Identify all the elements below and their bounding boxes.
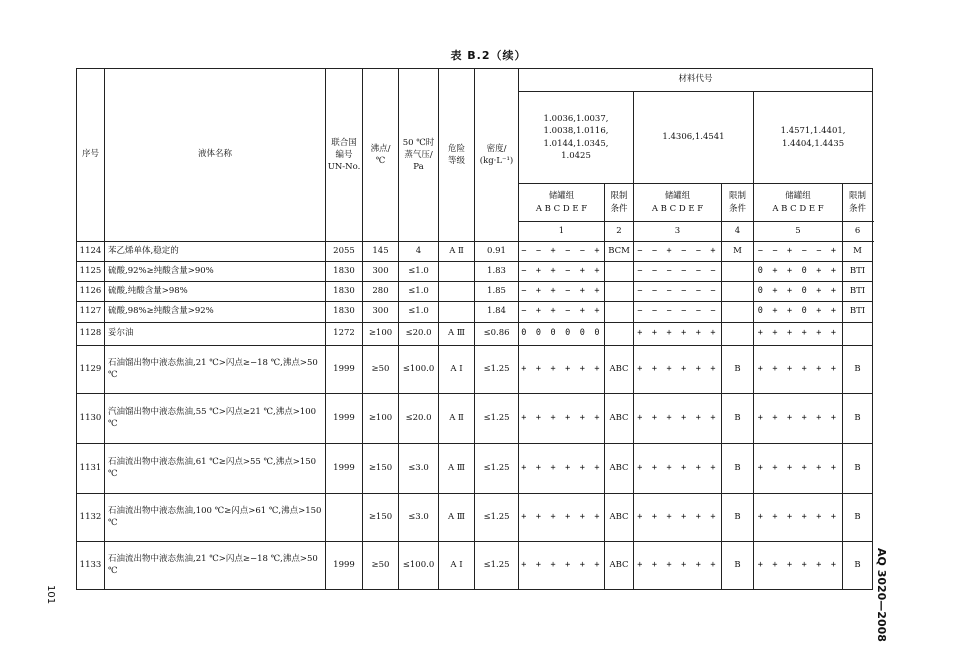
cell-boiling-point: ≥100 [363,394,399,444]
cell-seq: 1132 [77,494,105,542]
table-row [77,444,873,494]
cell-limit-1: ABC [605,444,634,494]
col-number: 4 [722,222,754,242]
cell-density: ≤1.25 [475,542,519,590]
cell-limit-3: B [843,494,873,542]
table-row [77,323,873,346]
cell-tank-group-2: + + + + + + [634,542,722,590]
cell-un-no: 1272 [326,323,363,346]
cell-tank-group-3: − − + − − + [754,242,843,262]
cell-vapor-pressure: 4 [399,242,439,262]
cell-limit-3: BTI [843,282,873,302]
cell-density: ≤1.25 [475,394,519,444]
header-seq: 序号 [77,69,105,242]
header-limit-1: 限制 条件 [605,184,634,222]
cell-tank-group-2: + + + + + + [634,323,722,346]
cell-tank-group-3: 0 + + 0 + + [754,262,843,282]
page-number: 101 [45,585,56,605]
cell-vapor-pressure: ≤3.0 [399,444,439,494]
cell-vapor-pressure: ≤100.0 [399,542,439,590]
cell-seq: 1129 [77,346,105,394]
cell-density: ≤1.25 [475,444,519,494]
cell-tank-group-1: + + + + + + [519,346,605,394]
header-tank-group-3: 储罐组 A B C D E F [754,184,843,222]
cell-density: 0.91 [475,242,519,262]
col-number: 2 [605,222,634,242]
cell-un-no: 1830 [326,302,363,323]
cell-tank-group-2: − − + − − + [634,242,722,262]
col-number: 6 [843,222,873,242]
cell-boiling-point: ≥100 [363,323,399,346]
cell-liquid-name: 石油流出物中液态焦油,100 ℃≥闪点>61 ℃,沸点>150 ℃ [105,494,326,542]
cell-tank-group-3: 0 + + 0 + + [754,282,843,302]
table-row [77,242,873,262]
cell-limit-2: B [722,494,754,542]
cell-tank-group-3: + + + + + + [754,494,843,542]
cell-liquid-name: 石油流出物中液态焦油,61 ℃≥闪点>55 ℃,沸点>150 ℃ [105,444,326,494]
table-row [77,346,873,394]
cell-limit-1: ABC [605,542,634,590]
cell-boiling-point: 145 [363,242,399,262]
cell-liquid-name: 硫酸,纯酸含量>98% [105,282,326,302]
header-row-1 [77,69,873,92]
cell-un-no: 1830 [326,282,363,302]
cell-limit-2: B [722,394,754,444]
cell-liquid-name: 硫酸,92%≥纯酸含量>90% [105,262,326,282]
cell-un-no: 1999 [326,394,363,444]
cell-un-no [326,494,363,542]
cell-liquid-name: 硫酸,98%≥纯酸含量>92% [105,302,326,323]
cell-tank-group-2: + + + + + + [634,444,722,494]
cell-boiling-point: ≥150 [363,444,399,494]
cell-vapor-pressure: ≤1.0 [399,282,439,302]
cell-limit-3: B [843,394,873,444]
cell-limit-1: ABC [605,346,634,394]
cell-seq: 1131 [77,444,105,494]
cell-limit-2: B [722,346,754,394]
header-vapor-pressure: 50 ℃时 蒸气压/ Pa [399,69,439,242]
cell-boiling-point: 300 [363,302,399,323]
cell-limit-2 [722,323,754,346]
cell-vapor-pressure: ≤1.0 [399,262,439,282]
cell-limit-2: B [722,542,754,590]
cell-tank-group-3: 0 + + 0 + + [754,302,843,323]
header-density: 密度/ (kg·L⁻¹) [475,69,519,242]
cell-limit-3: B [843,444,873,494]
table-row [77,262,873,282]
cell-limit-2: M [722,242,754,262]
cell-vapor-pressure: ≤100.0 [399,346,439,394]
cell-un-no: 1830 [326,262,363,282]
header-un-no: 联合国 编号 UN-No. [326,69,363,242]
cell-hazard-class: A Ⅲ [439,444,475,494]
cell-un-no: 1999 [326,444,363,494]
cell-tank-group-3: + + + + + + [754,323,843,346]
cell-hazard-class: A Ⅰ [439,542,475,590]
table-row [77,542,873,590]
cell-seq: 1133 [77,542,105,590]
cell-tank-group-2: − − − − − − [634,302,722,323]
cell-density: ≤1.25 [475,346,519,394]
header-liquid-name: 液体名称 [105,69,326,242]
header-tank-group-2: 储罐组 A B C D E F [634,184,722,222]
cell-seq: 1127 [77,302,105,323]
cell-vapor-pressure: ≤1.0 [399,302,439,323]
cell-limit-1: ABC [605,394,634,444]
header-limit-2: 限制 条件 [722,184,754,222]
cell-density: ≤0.86 [475,323,519,346]
cell-hazard-class: A Ⅱ [439,242,475,262]
cell-limit-3: BTI [843,262,873,282]
cell-liquid-name: 石油馏出物中液态焦油,21 ℃>闪点≥−18 ℃,沸点>50 ℃ [105,346,326,394]
header-material-group-1: 1.0036,1.0037, 1.0038,1.0116, 1.0144,1.0345, 1.0425 [519,92,634,184]
cell-limit-3 [843,323,873,346]
cell-hazard-class [439,282,475,302]
cell-seq: 1128 [77,323,105,346]
cell-tank-group-1: − + + − + + [519,302,605,323]
cell-limit-2: B [722,444,754,494]
cell-tank-group-1: + + + + + + [519,444,605,494]
cell-tank-group-2: − − − − − − [634,262,722,282]
cell-tank-group-3: + + + + + + [754,394,843,444]
cell-hazard-class: A Ⅰ [439,346,475,394]
cell-tank-group-1: + + + + + + [519,494,605,542]
cell-tank-group-2: + + + + + + [634,346,722,394]
cell-limit-3: B [843,346,873,394]
cell-tank-group-3: + + + + + + [754,346,843,394]
table-row [77,494,873,542]
cell-density: 1.84 [475,302,519,323]
cell-boiling-point: ≥50 [363,542,399,590]
cell-tank-group-1: − + + − + + [519,262,605,282]
cell-tank-group-2: − − − − − − [634,282,722,302]
table-caption: 表 B.2（续） [450,49,527,62]
header-material-group-2: 1.4306,1.4541 [634,92,754,184]
cell-tank-group-3: + + + + + + [754,542,843,590]
cell-limit-1: BCM [605,242,634,262]
cell-liquid-name: 苯乙烯单体,稳定的 [105,242,326,262]
cell-hazard-class: A Ⅲ [439,494,475,542]
cell-boiling-point: ≥50 [363,346,399,394]
cell-liquid-name: 石油流出物中液态焦油,21 ℃>闪点≥−18 ℃,沸点>50 ℃ [105,542,326,590]
cell-seq: 1130 [77,394,105,444]
cell-vapor-pressure: ≤20.0 [399,323,439,346]
cell-seq: 1125 [77,262,105,282]
cell-vapor-pressure: ≤20.0 [399,394,439,444]
standard-code: AQ 3020—2008 [875,548,888,642]
cell-tank-group-1: − − + − − + [519,242,605,262]
material-table [76,68,873,590]
header-material-code: 材料代号 [519,69,873,92]
table-row [77,302,873,323]
header-limit-3: 限制 条件 [843,184,873,222]
cell-tank-group-1: + + + + + + [519,394,605,444]
cell-vapor-pressure: ≤3.0 [399,494,439,542]
cell-limit-1 [605,282,634,302]
col-number: 1 [519,222,605,242]
cell-density: ≤1.25 [475,494,519,542]
cell-limit-1: ABC [605,494,634,542]
cell-hazard-class [439,262,475,282]
table-row [77,282,873,302]
cell-un-no: 2055 [326,242,363,262]
cell-limit-1 [605,302,634,323]
cell-liquid-name: 妥尔油 [105,323,326,346]
cell-seq: 1126 [77,282,105,302]
cell-limit-2 [722,302,754,323]
cell-boiling-point: 300 [363,262,399,282]
cell-hazard-class: A Ⅱ [439,394,475,444]
cell-hazard-class: A Ⅲ [439,323,475,346]
cell-liquid-name: 汽油馏出物中液态焦油,55 ℃>闪点≥21 ℃,沸点>100 ℃ [105,394,326,444]
cell-density: 1.83 [475,262,519,282]
cell-tank-group-1: 0 0 0 0 0 0 [519,323,605,346]
cell-limit-1 [605,262,634,282]
cell-tank-group-1: + + + + + + [519,542,605,590]
header-tank-group-1: 储罐组 A B C D E F [519,184,605,222]
header-material-group-3: 1.4571,1.4401, 1.4404,1.4435 [754,92,873,184]
cell-un-no: 1999 [326,542,363,590]
cell-tank-group-2: + + + + + + [634,494,722,542]
header-boiling-point: 沸点/ ℃ [363,69,399,242]
col-number: 5 [754,222,843,242]
cell-limit-1 [605,323,634,346]
cell-hazard-class [439,302,475,323]
cell-limit-3: B [843,542,873,590]
col-number: 3 [634,222,722,242]
cell-limit-2 [722,282,754,302]
cell-tank-group-3: + + + + + + [754,444,843,494]
cell-boiling-point: ≥150 [363,494,399,542]
table-row [77,394,873,444]
cell-seq: 1124 [77,242,105,262]
cell-limit-3: M [843,242,873,262]
cell-boiling-point: 280 [363,282,399,302]
cell-tank-group-2: + + + + + + [634,394,722,444]
cell-limit-3: BTI [843,302,873,323]
cell-limit-2 [722,262,754,282]
cell-un-no: 1999 [326,346,363,394]
header-hazard-class: 危险 等级 [439,69,475,242]
cell-density: 1.85 [475,282,519,302]
cell-tank-group-1: − + + − + + [519,282,605,302]
